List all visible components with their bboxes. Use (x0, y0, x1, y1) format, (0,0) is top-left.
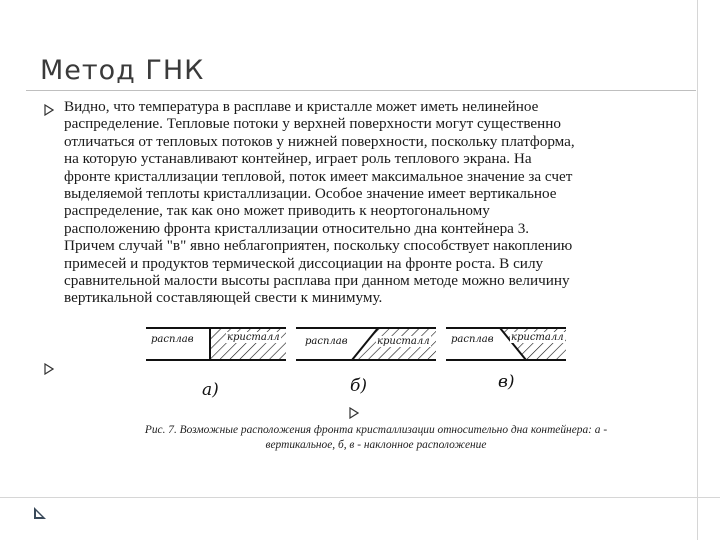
crystallization-front-figure (140, 320, 580, 410)
figure-drawing (140, 320, 580, 380)
paragraph-line: сравнительной малости высоты расплава при данном методе можно величину (64, 272, 570, 290)
body-paragraph (64, 98, 686, 307)
figure-caption (86, 423, 666, 453)
melt-label: расплав (151, 334, 194, 345)
panel-label-v: в) (498, 372, 515, 392)
frame-bottom-line (0, 497, 720, 498)
paragraph-line: примесей и продуктов термической диссоциации на фронте роста. В силу (64, 254, 544, 272)
corner-arrow-icon (32, 505, 48, 521)
triangle-bullet-icon (44, 363, 54, 375)
caption-line: вертикальное, б, в - наклонное расположение (265, 439, 487, 451)
paragraph-line: Видно, что температура в расплаве и кристалле может иметь нелинейное (64, 98, 539, 115)
melt-label: расплав (305, 336, 348, 347)
title-divider (26, 90, 696, 91)
frame-right-line (697, 0, 698, 540)
panel-label-a: а) (202, 380, 219, 400)
triangle-bullet-icon (349, 407, 359, 419)
paragraph-line: Причем случай "в" явно неблагоприятен, поскольку способствует накоплению (64, 237, 573, 255)
melt-label: расплав (451, 334, 494, 345)
paragraph-line: отличаться от тепловых потоков у нижней поверхности, поскольку платформа, (64, 132, 575, 150)
paragraph-line: расположению фронта кристаллизации относительно дна контейнера 3. (64, 219, 530, 237)
crystal-label: кристалл (377, 336, 430, 347)
caption-line: Рис. 7. Возможные расположения фронта кристаллизации относительно дна контейнера: а - (144, 424, 608, 436)
paragraph-line: распределение. Тепловые потоки у верхней поверхности могут существенно (64, 115, 562, 133)
paragraph-line: выделяемой теплоты кристаллизации. Особое значение имеет вертикальное (64, 185, 557, 203)
slide-title: Метод ГНК (40, 55, 205, 86)
paragraph-line: фронте кристаллизации тепловой, поток имеет максимальное значение за счет (64, 167, 573, 185)
paragraph-line: распределение, так как оно может приводить к неортогональному (64, 202, 490, 220)
panel-label-b: б) (350, 376, 368, 396)
crystal-label: кристалл (511, 332, 564, 343)
triangle-bullet-icon (44, 104, 54, 116)
paragraph-line: вертикальной составляющей свести к минимуму. (64, 289, 383, 307)
crystal-label: кристалл (227, 332, 280, 343)
paragraph-line: на которую устанавливают контейнер, играет роль теплового экрана. На (64, 150, 532, 168)
